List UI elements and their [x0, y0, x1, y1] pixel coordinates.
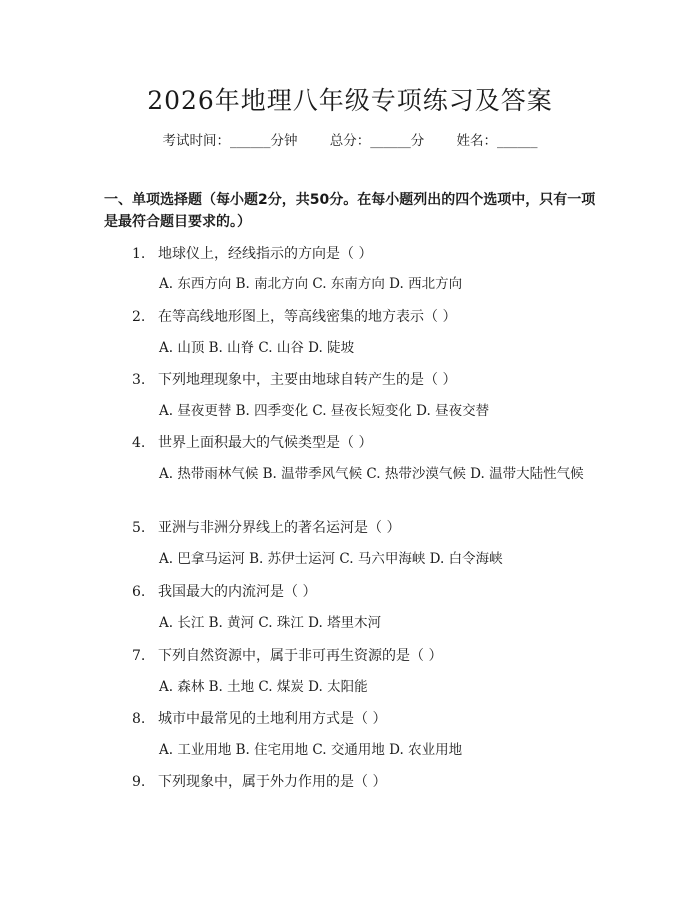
question-text: 下列地理现象中，主要由地球自转产生的是（ ）: [158, 372, 457, 388]
question-1: [132, 244, 372, 264]
question-number: 6.: [132, 584, 146, 600]
question-3-options: A. 昼夜更替 B. 四季变化 C. 昼夜长短变化 D. 昼夜交替: [159, 403, 490, 419]
question-2: [132, 307, 456, 327]
question-text: 城市中最常见的土地利用方式是（ ）: [158, 711, 387, 727]
question-text: 在等高线地形图上，等高线密集的地方表示（ ）: [158, 309, 457, 325]
question-number: 4.: [132, 435, 146, 451]
question-4-options: A. 热带雨林气候 B. 温带季风气候 C. 热带沙漠气候 D. 温带大陆性气候: [159, 466, 584, 482]
page-title: 2026年地理八年级专项练习及答案: [147, 86, 553, 115]
question-number: 2.: [132, 309, 146, 325]
question-4: [132, 433, 372, 453]
question-text: 亚洲与非洲分界线上的著名运河是（ ）: [158, 520, 401, 536]
question-3: [132, 370, 456, 390]
question-text: 地球仪上，经线指示的方向是（ ）: [158, 246, 373, 262]
question-7-options: A. 森林 B. 土地 C. 煤炭 D. 太阳能: [159, 679, 368, 695]
exam-time-field: 考试时间：______分钟: [162, 133, 298, 149]
question-number: 5.: [132, 520, 146, 536]
question-number: 9.: [132, 774, 146, 790]
question-1-options: A. 东西方向 B. 南北方向 C. 东南方向 D. 西北方向: [159, 276, 463, 292]
question-5: [132, 518, 400, 538]
student-name-field: 姓名：______: [456, 133, 538, 149]
question-text: 世界上面积最大的气候类型是（ ）: [158, 435, 373, 451]
section-heading: 一、单项选择题（每小题2分，共50分。在每小题列出的四个选项中，只有一项是最符合题目要求的。）: [104, 192, 596, 230]
question-6-options: A. 长江 B. 黄河 C. 珠江 D. 塔里木河: [159, 615, 382, 631]
question-number: 7.: [132, 648, 146, 664]
question-8-options: A. 工业用地 B. 住宅用地 C. 交通用地 D. 农业用地: [159, 742, 463, 758]
question-5-options: A. 巴拿马运河 B. 苏伊士运河 C. 马六甲海峡 D. 白令海峡: [159, 551, 503, 567]
question-text: 我国最大的内流河是（ ）: [158, 584, 317, 600]
question-9: [132, 772, 386, 792]
question-6: [132, 582, 316, 602]
question-number: 1.: [132, 246, 146, 262]
question-7: [132, 646, 442, 666]
question-text: 下列现象中，属于外力作用的是（ ）: [158, 774, 387, 790]
question-number: 8.: [132, 711, 146, 727]
question-8: [132, 709, 386, 729]
question-text: 下列自然资源中，属于非可再生资源的是（ ）: [158, 648, 443, 664]
exam-info: [0, 131, 700, 151]
question-2-options: A. 山顶 B. 山脊 C. 山谷 D. 陡坡: [159, 340, 355, 356]
question-number: 3.: [132, 372, 146, 388]
total-score-field: 总分：______分: [329, 133, 425, 149]
